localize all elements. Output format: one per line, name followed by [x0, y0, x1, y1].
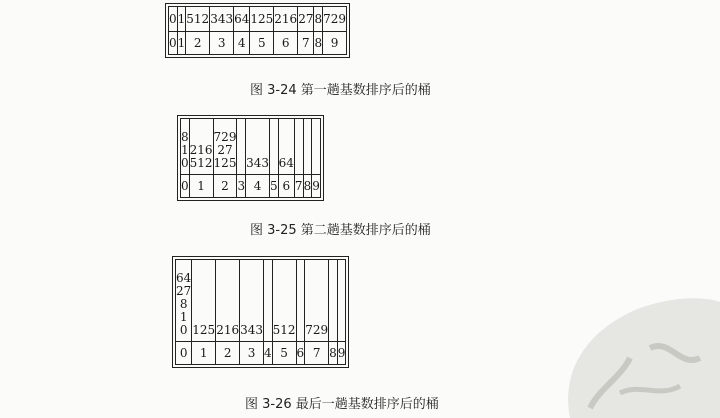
- bucket-0: [181, 119, 190, 175]
- cell: 0: [169, 7, 178, 32]
- bucket-number: 5: [270, 175, 279, 198]
- bucket-1: [189, 119, 213, 175]
- bucket-value: 729: [305, 323, 329, 337]
- bucket-number: 8: [314, 32, 323, 55]
- bucket-number: 1: [177, 32, 186, 55]
- bucket-number: 9: [323, 32, 347, 55]
- bucket-number: 6: [296, 342, 305, 365]
- caption-3-25: 图 3-25 第二趟基数排序后的桶: [250, 223, 431, 238]
- figure-3-25-table: [180, 118, 321, 198]
- bucket-number: 5: [250, 32, 274, 55]
- bucket-value: 343: [246, 156, 269, 170]
- bucket-2: [213, 119, 237, 175]
- bucket-4: [264, 260, 273, 342]
- bucket-number: 7: [305, 342, 329, 365]
- cell: 216: [274, 7, 298, 32]
- bucket-7: [294, 119, 303, 175]
- bucket-number: 3: [237, 175, 246, 198]
- figure-3-24-bucket-numbers: [169, 32, 347, 55]
- bucket-number: 4: [246, 175, 270, 198]
- cell: 64: [234, 7, 250, 32]
- bucket-3: [240, 260, 264, 342]
- bucket-6: [296, 260, 305, 342]
- caption-3-24: 图 3-24 第一趟基数排序后的桶: [250, 83, 431, 98]
- bucket-6: [278, 119, 294, 175]
- bucket-number: 9: [312, 175, 321, 198]
- bucket-number: 0: [181, 175, 190, 198]
- bucket-number: 8: [329, 342, 338, 365]
- bucket-number: 2: [213, 175, 237, 198]
- figure-3-26-bucket-numbers: [176, 342, 346, 365]
- bucket-8: [329, 260, 338, 342]
- bucket-value: 125: [213, 156, 237, 170]
- cell: 512: [186, 7, 210, 32]
- bucket-number: 0: [169, 32, 178, 55]
- bucket-value: 216: [189, 143, 213, 157]
- bucket-number: 8: [303, 175, 312, 198]
- bucket-value: 1: [179, 310, 188, 324]
- bucket-5: [270, 119, 279, 175]
- figure-3-24-table: [168, 6, 347, 55]
- figure-3-26-buckets: [176, 260, 346, 342]
- bucket-5: [272, 260, 296, 342]
- bucket-number: 1: [189, 175, 213, 198]
- bucket-value: 8: [181, 130, 189, 144]
- bucket-value: 64: [176, 271, 192, 285]
- bucket-number: 2: [216, 342, 240, 365]
- bucket-value: 27: [217, 143, 233, 157]
- bucket-value: 64: [278, 156, 294, 170]
- bucket-number: 6: [274, 32, 298, 55]
- seal-watermark: [530, 258, 720, 418]
- bucket-value: 8: [179, 297, 188, 311]
- caption-3-26: 图 3-26 最后一趟基数排序后的桶: [245, 397, 439, 412]
- bucket-value: 512: [272, 323, 296, 337]
- cell: 8: [314, 7, 323, 32]
- cell: 125: [250, 7, 274, 32]
- bucket-value: 1: [181, 143, 189, 157]
- bucket-number: 7: [294, 175, 303, 198]
- figure-3-25-bucket-numbers: [181, 175, 321, 198]
- bucket-value: 729: [213, 130, 237, 144]
- bucket-number: 0: [176, 342, 192, 365]
- bucket-number: 4: [234, 32, 250, 55]
- bucket-number: 1: [192, 342, 216, 365]
- bucket-8: [303, 119, 312, 175]
- bucket-3: [237, 119, 246, 175]
- bucket-number: 3: [210, 32, 234, 55]
- bucket-number: 3: [240, 342, 264, 365]
- bucket-value: 0: [179, 323, 188, 337]
- cell: 27: [298, 7, 314, 32]
- bucket-number: 9: [337, 342, 346, 365]
- bucket-0: [176, 260, 192, 342]
- bucket-number: 5: [272, 342, 296, 365]
- bucket-9: [337, 260, 346, 342]
- cell: 1: [177, 7, 186, 32]
- bucket-number: 4: [264, 342, 273, 365]
- bucket-number: 2: [186, 32, 210, 55]
- bucket-number: 7: [298, 32, 314, 55]
- bucket-value: 216: [216, 323, 240, 337]
- figure-3-26-table: [175, 259, 346, 365]
- bucket-4: [246, 119, 270, 175]
- cell: 343: [210, 7, 234, 32]
- cell: 729: [323, 7, 347, 32]
- bucket-value: 0: [181, 156, 189, 170]
- figure-3-25-buckets: [181, 119, 321, 175]
- bucket-value: 343: [240, 323, 263, 337]
- bucket-value: 125: [192, 323, 216, 337]
- figure-3-24-top-row: [169, 7, 347, 32]
- bucket-9: [312, 119, 321, 175]
- bucket-2: [216, 260, 240, 342]
- bucket-value: 27: [176, 284, 192, 298]
- bucket-7: [305, 260, 329, 342]
- bucket-1: [192, 260, 216, 342]
- bucket-number: 6: [278, 175, 294, 198]
- bucket-value: 512: [189, 156, 213, 170]
